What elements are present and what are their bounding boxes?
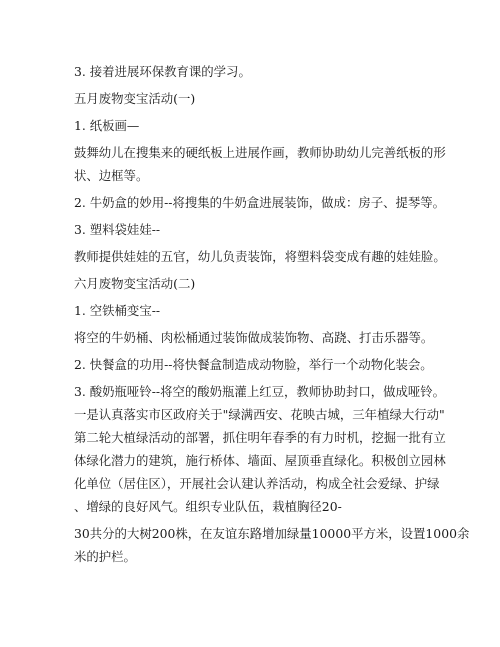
- text-line: 3. 接着进展环保教育课的学习。: [74, 64, 251, 79]
- list-item: 2. 牛奶盒的妙用--将搜集的牛奶盒进展装饰，做成：房子、提琴等。: [74, 195, 446, 210]
- document-page: [74, 62, 470, 567]
- text-line: 状、边框等。: [74, 168, 149, 183]
- text-line: 体绿化潜力的建筑，施行桥体、墙面、屋顶垂直绿化。积极创立园林: [74, 453, 446, 468]
- text-line: 鼓舞幼儿在搜集来的硬纸板上进展作画，教师协助幼儿完善纸板的形: [74, 145, 446, 160]
- text-line: 第二轮大植绿活动的部署，抓住明年春季的有力时机，挖掘一批有立: [74, 430, 446, 445]
- text-line: 米的护栏。: [74, 549, 136, 564]
- text-line: 将空的牛奶桶、肉松桶通过装饰做成装饰物、高跷、打击乐器等。: [74, 330, 434, 345]
- list-item-heading: 3. 塑料袋娃娃--: [74, 222, 161, 237]
- text-line: 30共分的大树200株，在友谊东路增加绿量10000平方米，设置1000余: [74, 526, 470, 541]
- text-line: 教师提供娃娃的五官，幼儿负责装饰，将塑料袋变成有趣的娃娃脸。: [74, 249, 446, 264]
- section-heading: 六月废物变宝活动(二): [74, 276, 196, 291]
- list-item-heading: 1. 空铁桶变宝--: [74, 303, 161, 318]
- text-line: 一是认真落实市区政府关于"绿满西安、花映古城，三年植绿大行动": [74, 407, 445, 422]
- list-item: 3. 酸奶瓶哑铃--将空的酸奶瓶灌上红豆，教师协助封口，做成哑铃。: [74, 384, 446, 399]
- list-item: 2. 快餐盒的功用--将快餐盒制造成动物脸，举行一个动物化装会。: [74, 357, 433, 372]
- text-line: 、增绿的良好风气。组织专业队伍，栽植胸径20-: [74, 499, 342, 514]
- text-line: 化单位（居住区），开展社会认建认养活动，构成全社会爱绿、护绿: [74, 476, 440, 491]
- section-heading: 五月废物变宝活动(一): [74, 91, 196, 106]
- list-item-heading: 1. 纸板画—: [74, 118, 140, 133]
